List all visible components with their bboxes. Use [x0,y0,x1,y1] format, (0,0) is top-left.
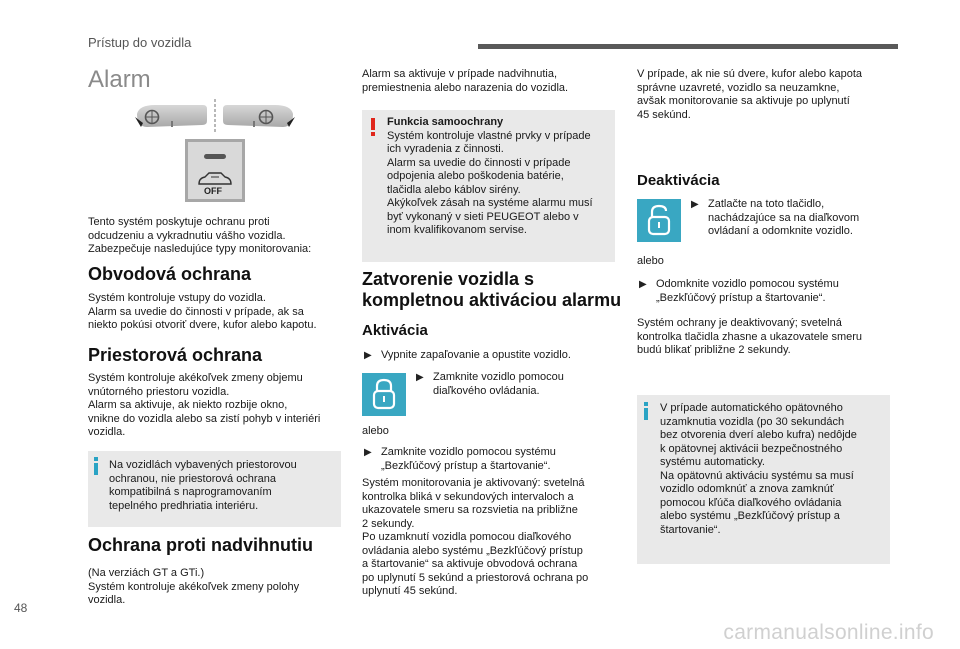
note-line: bez otvorenia dverí alebo kufra) nedôjde [660,429,857,441]
warning-line: odpojenia alebo poškodenia batérie, [387,170,564,182]
intro-line: odcudzeniu a vykradnutiu vášho vozidla. [88,229,286,242]
step-line: ovládaní a odomknite vozidlo. [708,225,853,237]
step-line: „Bezkľúčový prístup a štartovanie“. [656,291,826,304]
info-dot-icon [94,457,98,461]
warning-line: byť vykonaný v sieti PEUGEOT alebo v [387,210,579,223]
padlock-closed-icon [362,373,406,416]
monitoring-line: a štartovanie“ sa aktivuje obvodová ochrana [362,558,578,570]
perimeter-text [88,292,317,333]
interior-line: vnútorného priestoru vozidla. [88,385,230,398]
note-line: pomocou kľúča diaľkového ovládania [660,496,842,509]
heading-lock-full-alarm [362,269,621,311]
monitoring-text [362,477,588,599]
step-line: Odomknite vozidlo pomocou systému [656,278,839,290]
deactivation-status [637,317,862,358]
heading-line: Zatvorenie vozidla s [362,269,535,289]
intro-line: Zabezpečuje nasledujúce typy monitorovania: [88,243,312,255]
interior-line: Systém kontroluje akékoľvek zmeny objemu [88,372,303,384]
note-box-interior [88,451,341,527]
perimeter-line: niekto pokúsi otvoriť dvere, kufor alebo kapotu. [88,319,317,331]
intro-line: správne uzavreté, vozidlo sa neuzamkne, [637,81,840,94]
padlock-open-icon [637,199,681,242]
note-box-relock [637,395,890,564]
exclamation-bar-icon [371,118,375,130]
heading-interior: Priestorová ochrana [88,345,263,365]
note-line: tepelného predhriatia interiéru. [109,499,259,512]
page-number: 48 [14,601,28,615]
or-label: alebo [362,425,389,437]
interior-line: Alarm sa aktivuje, ak niekto rozbije okno, [88,399,288,411]
info-dot-icon [644,402,648,406]
intro-line: Tento systém poskytuje ochranu proti [88,216,270,228]
tilt-line: vozidla. [88,594,126,606]
activation-step-2 [433,371,564,398]
triangle-bullet: ▶ [364,447,372,458]
step-line: Zamknite vozidlo pomocou systému [381,446,556,458]
step-line: Zamknite vozidlo pomocou [433,371,564,383]
triangle-bullet: ▶ [639,279,647,290]
tilt-line: (Na verziách GT a GTi.) [88,567,205,579]
note-line: Na opätovnú aktiváciu systému sa musí [660,469,854,482]
intro-text [88,216,311,257]
triangle-bullet: ▶ [416,372,424,383]
note-line: ochranou, nie priestorová ochrana [109,472,276,485]
monitoring-line: po uplynutí 5 sekúnd a priestorová ochrana po [362,571,589,584]
status-line: budú blikať približne 2 sekundy. [637,344,791,356]
note-line: alebo systému „Bezkľúčový prístup a [660,510,840,522]
step-line: diaľkového ovládania. [433,384,540,397]
tilt-cont-line: Alarm sa aktivuje v prípade nadvihnutia, [362,68,558,80]
deactivation-step-1 [708,198,859,239]
heading-deactivation: Deaktivácia [637,172,720,189]
heading-line: kompletnou aktiváciou alarmu [362,290,622,310]
activation-step-1: Vypnite zapaľovanie a opustite vozidlo. [381,349,571,361]
status-line: Systém ochrany je deaktivovaný; svetelná [637,317,842,329]
warning-line: Alarm sa uvedie do činnosti v prípade [387,156,571,169]
activation-step-3 [381,446,556,473]
warning-line: tlačidla alebo káblov sirény. [387,183,521,196]
interior-line: vozidla. [88,426,126,438]
monitoring-line: Systém monitorovania je aktivovaný: svetelná [362,477,585,489]
interior-line: vnikne do vozidla alebo sa zistí pohyb v interiéri [88,412,321,425]
tilt-continued [362,68,568,95]
perimeter-line: Alarm sa uvedie do činnosti v prípade, ak sa [88,305,304,318]
note-line: štartovanie“. [660,523,721,536]
warning-line: inom kvalifikovanom servise. [387,224,527,236]
triangle-bullet: ▶ [691,199,699,210]
step-line: Zatlačte na toto tlačidlo, [708,198,825,210]
step-line: nachádzajúce sa na diaľkovom [708,211,860,224]
status-line: kontrolka tlačidla zhasne a ukazovatele smeru [637,330,863,343]
monitoring-line: Po uzamknutí vozidla pomocou diaľkového [362,531,572,543]
warning-title: Funkcia samoochrany [387,116,504,128]
exclamation-dot-icon [371,132,375,136]
monitoring-line: kontrolka bliká v sekundových intervaloch a [362,490,574,503]
warning-line: Systém kontroluje vlastné prvky v prípade [387,129,591,142]
note-line: systému automaticky. [660,456,765,468]
or-label: alebo [637,255,664,267]
header-rule [478,44,898,49]
warning-line: Akýkoľvek zásah na systéme alarmu musí [387,197,593,209]
info-bar-icon [94,463,98,475]
perimeter-line: Systém kontroluje vstupy do vozidla. [88,292,266,304]
note-line: vozidlo odomknúť a znova zamknúť [660,483,834,495]
heading-tilt: Ochrana proti nadvihnutiu [88,535,314,555]
monitoring-line: ukazovatele smeru sa rozsvietia na približne [362,504,578,516]
heading-perimeter: Obvodová ochrana [88,264,252,284]
tilt-text [88,567,299,608]
note-line: k opätovnej aktivácii bezpečnostného [660,442,843,455]
intro-line: V prípade, ak nie sú dvere, kufor alebo kapota [637,68,863,80]
deactivation-step-2 [656,278,839,305]
note-line: uzamknutia vozidla (po 30 sekundách [660,415,845,428]
note-line: Na vozidlách vybavených priestorovou [109,459,297,471]
closing-intro [637,68,862,122]
tilt-cont-line: premiestnenia alebo narazenia do vozidla. [362,81,569,94]
intro-line: avšak monitorovanie sa aktivuje po uplynutí [637,95,850,107]
watermark: carmanualsonline.info [723,621,934,644]
monitoring-line: uplynutí 45 sekúnd. [362,585,458,597]
warning-box [362,110,615,262]
intro-line: 45 sekúnd. [637,108,691,121]
tilt-line: Systém kontroluje akékoľvek zmeny polohy [88,580,300,593]
triangle-bullet: ▶ [364,350,372,361]
note-line: kompatibilná s naprogramovaním [109,486,272,498]
monitoring-line: ovládania alebo systému „Bezkľúčový prístup [362,544,583,557]
section-title: Prístup do vozidla [88,35,192,50]
warning-line: ich vyradenia z činnosti. [387,143,504,155]
note-line: V prípade automatického opätovného [660,402,843,414]
off-button-label: OFF [204,186,222,196]
monitoring-line: 2 sekundy. [362,517,415,530]
info-bar-icon [644,408,648,420]
step-line: „Bezkľúčový prístup a štartovanie“. [381,459,551,472]
heading-activation: Aktivácia [362,322,428,339]
page-title: Alarm [88,66,151,93]
interior-text [88,372,320,440]
